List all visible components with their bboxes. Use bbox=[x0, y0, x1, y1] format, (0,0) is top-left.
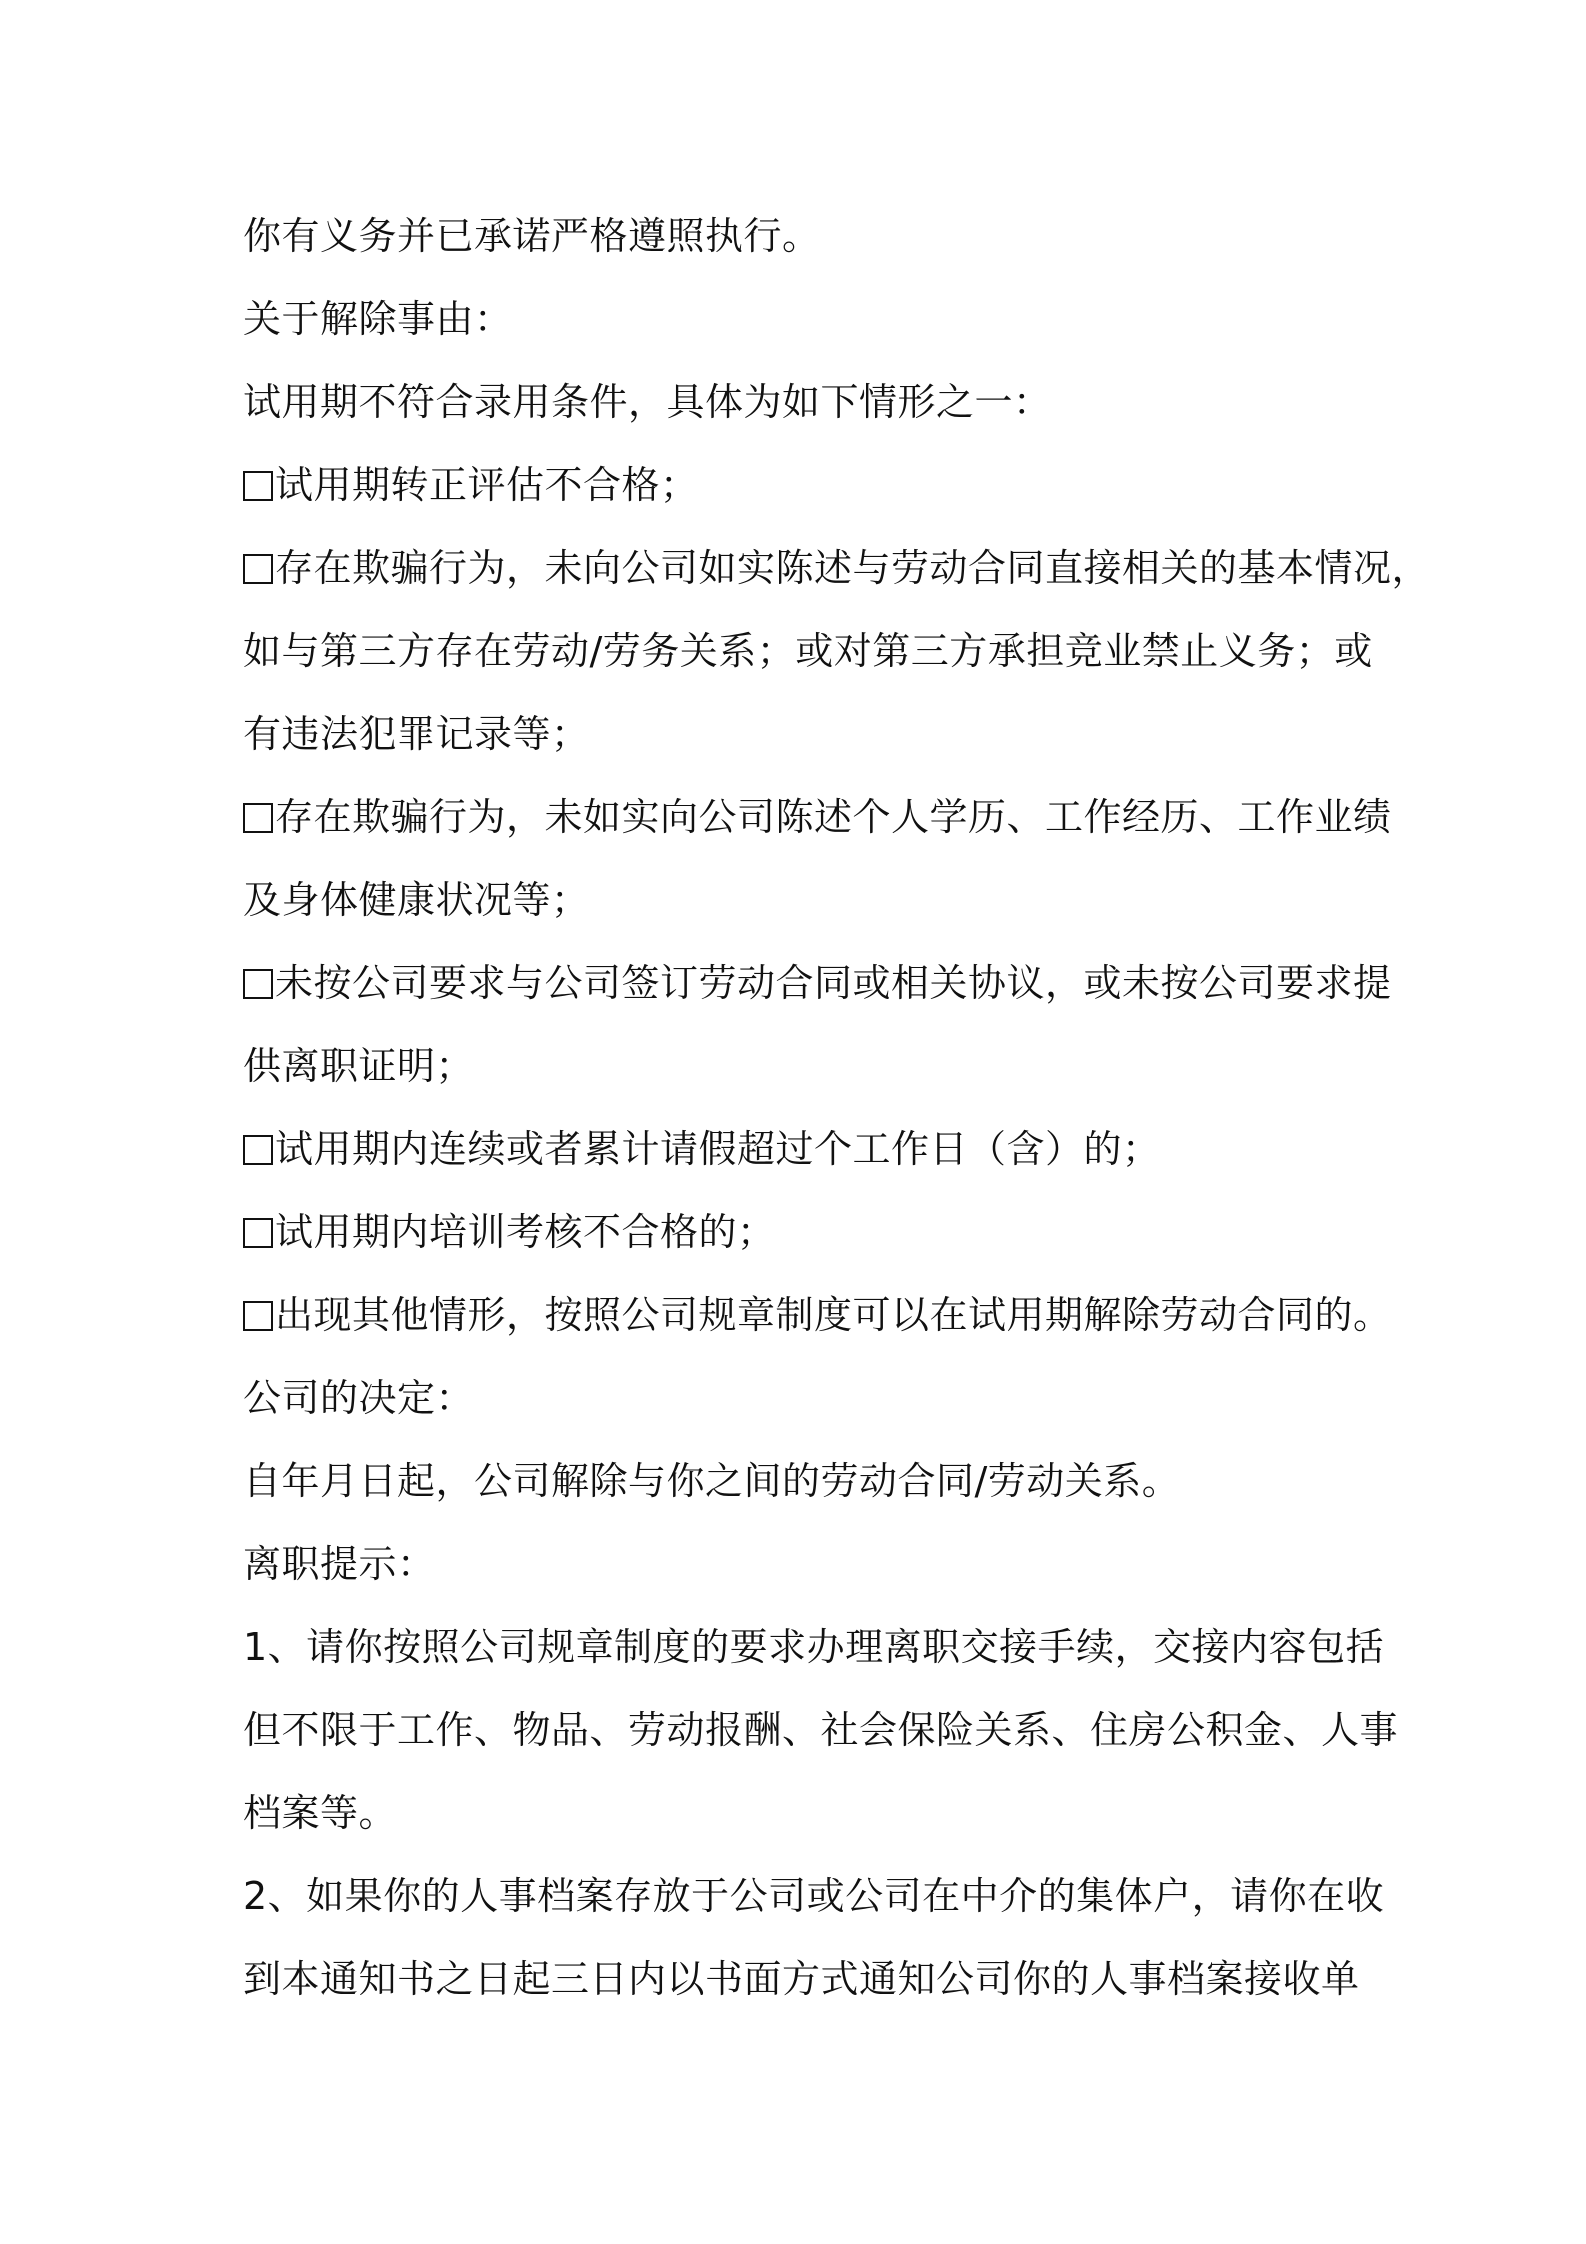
text-line: 自年月日起，公司解除与你之间的劳动合同/劳动关系。 bbox=[243, 1459, 1181, 1503]
text-line: 你有义务并已承诺严格遵照执行。 bbox=[243, 214, 821, 258]
checkbox-item-training-failed bbox=[243, 1191, 1363, 1274]
text-line: 及身体健康状况等； bbox=[243, 878, 590, 922]
checkbox-icon[interactable] bbox=[243, 969, 273, 999]
text-line: 如与第三方存在劳动/劳务关系；或对第三方承担竞业禁止义务；或 bbox=[243, 629, 1373, 673]
checkbox-item-label: 试用期内培训考核不合格的； bbox=[275, 1210, 776, 1254]
text-line: 到本通知书之日起三日内以书面方式通知公司你的人事档案接收单 bbox=[243, 1957, 1360, 2001]
checkbox-item-label: 试用期内连续或者累计请假超过个工作日（含）的； bbox=[275, 1127, 1161, 1171]
checkbox-icon[interactable] bbox=[243, 471, 273, 501]
checkbox-icon[interactable] bbox=[243, 1135, 273, 1165]
checkbox-item-label: 试用期转正评估不合格； bbox=[275, 463, 699, 507]
checkbox-icon[interactable] bbox=[243, 803, 273, 833]
checkbox-item-fraud-resume bbox=[243, 776, 1392, 859]
checkbox-item-label: 存在欺骗行为，未向公司如实陈述与劳动合同直接相关的基本情况， bbox=[275, 546, 1431, 590]
checkbox-item-probation-evaluation bbox=[243, 444, 1363, 527]
text-line: 有违法犯罪记录等； bbox=[243, 712, 590, 756]
checkbox-item-label: 存在欺骗行为，未如实向公司陈述个人学历、工作经历、工作业绩 bbox=[275, 795, 1392, 839]
document-body bbox=[243, 195, 1431, 2021]
checkbox-item-label: 出现其他情形，按照公司规章制度可以在试用期解除劳动合同的。 bbox=[275, 1293, 1392, 1337]
text-line: 供离职证明； bbox=[243, 1044, 475, 1088]
checkbox-item-other bbox=[243, 1274, 1392, 1357]
checkbox-item-leave-exceeded bbox=[243, 1108, 1363, 1191]
section-heading-termination-reason: 关于解除事由： bbox=[243, 297, 513, 341]
section-heading-resignation-notes: 离职提示： bbox=[243, 1542, 436, 1586]
checkbox-item-contract-not-signed bbox=[243, 942, 1392, 1025]
text-line: 档案等。 bbox=[243, 1791, 398, 1835]
text-line: 但不限于工作、物品、劳动报酬、社会保险关系、住房公积金、人事 bbox=[243, 1708, 1399, 1752]
text-line: 1、请你按照公司规章制度的要求办理离职交接手续，交接内容包括 bbox=[243, 1625, 1385, 1669]
checkbox-icon[interactable] bbox=[243, 1301, 273, 1331]
checkbox-icon[interactable] bbox=[243, 554, 273, 584]
section-heading-company-decision: 公司的决定： bbox=[243, 1376, 475, 1420]
checkbox-icon[interactable] bbox=[243, 1218, 273, 1248]
text-line: 试用期不符合录用条件，具体为如下情形之一： bbox=[243, 380, 1052, 424]
checkbox-item-fraud-basic-info bbox=[243, 527, 1431, 610]
text-line: 2、如果你的人事档案存放于公司或公司在中介的集体户，请你在收 bbox=[243, 1874, 1385, 1918]
checkbox-item-label: 未按公司要求与公司签订劳动合同或相关协议，或未按公司要求提 bbox=[275, 961, 1392, 1005]
